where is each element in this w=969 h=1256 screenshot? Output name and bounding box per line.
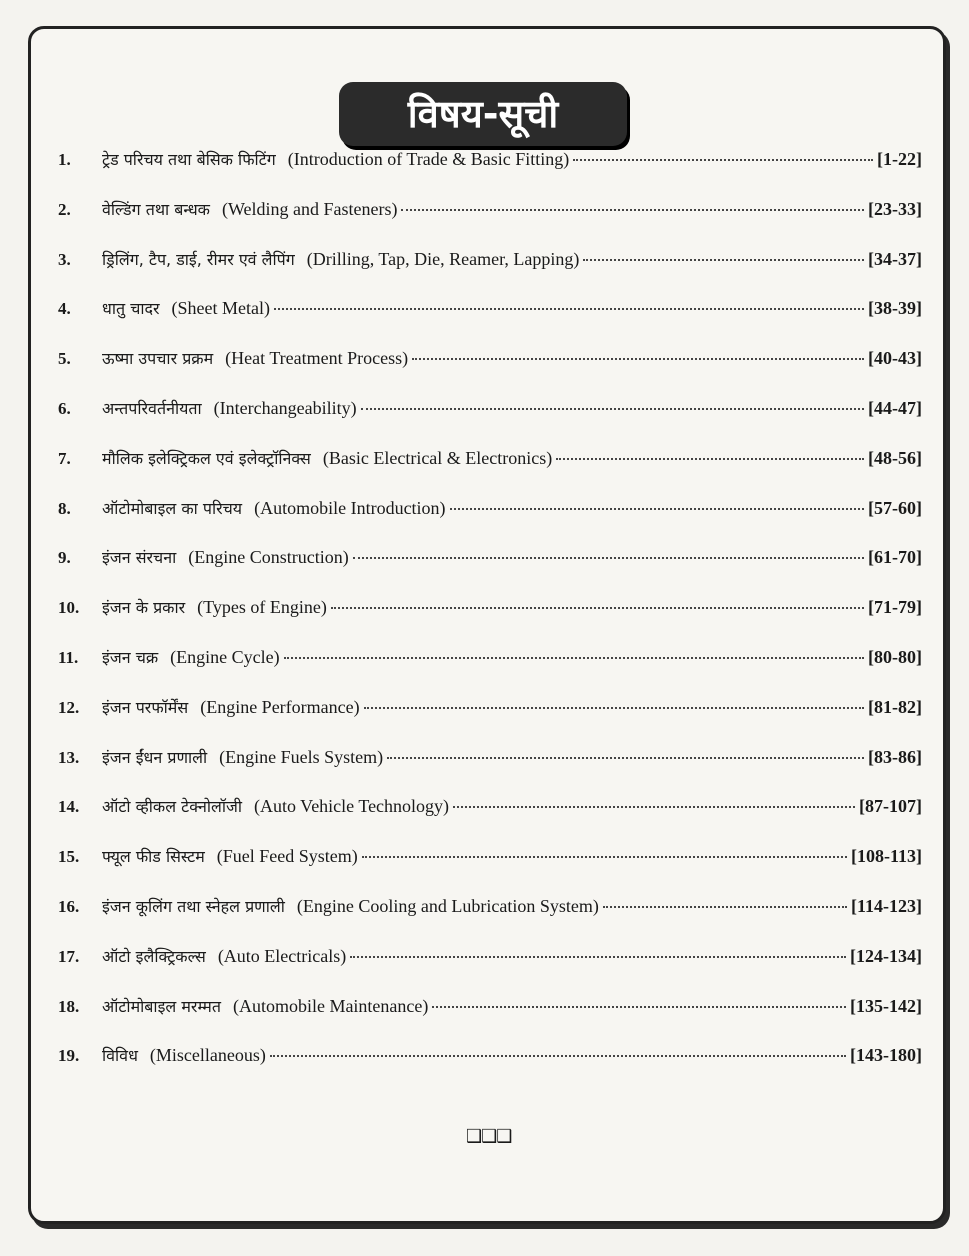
entry-page-range: [87-107] [859, 796, 922, 817]
entry-page-range: [81-82] [868, 696, 922, 717]
toc-entry [58, 995, 922, 1045]
entry-title-english: (Engine Construction) [188, 547, 349, 568]
entry-number: 17. [58, 946, 80, 966]
entry-title-hindi: विविध [102, 1046, 138, 1066]
toc-entry [58, 945, 922, 995]
entry-title-english: (Welding and Fasteners) [221, 198, 398, 219]
entry-page-range: [83-86] [868, 746, 922, 767]
entry-number: 13. [58, 747, 80, 767]
entry-title-english: (Auto Electricals) [217, 945, 347, 966]
entry-title-english: (Automobile Maintenance) [232, 995, 429, 1016]
toc-entry [58, 795, 922, 845]
toc-entry [58, 397, 922, 447]
toc-entry [58, 198, 922, 248]
dot-leader [362, 856, 847, 858]
entry-title-english: (Introduction of Trade & Basic Fitting) [287, 149, 570, 169]
entry-title-hindi: इंजन परफॉर्मेंस [102, 697, 189, 717]
entry-number: 6. [58, 398, 71, 418]
dot-leader [284, 657, 864, 659]
entry-title-hindi: इंजन चक्र [102, 647, 159, 667]
entry-title-hindi: ऊष्मा उपचार प्रक्रम [102, 349, 214, 369]
toc-entry [58, 248, 922, 298]
entry-title-english: (Engine Fuels System) [219, 746, 384, 767]
entry-number: 3. [58, 249, 71, 269]
end-mark: ❑❑❑ [466, 1126, 512, 1147]
dot-leader [350, 956, 846, 958]
dot-leader [453, 806, 855, 808]
dot-leader [387, 757, 864, 759]
entry-title-english: (Engine Cycle) [170, 646, 280, 667]
entry-number: 19. [58, 1046, 80, 1066]
entry-title-hindi: ट्रेड परिचय तथा बेसिक फिटिंग [102, 150, 276, 169]
entry-number: 5. [58, 349, 71, 369]
toc-entry [58, 845, 922, 895]
entry-number: 18. [58, 996, 80, 1016]
entry-title-hindi: वेल्डिंग तथा बन्धक [102, 199, 210, 219]
dot-leader [603, 906, 847, 908]
entry-title-hindi: धातु चादर [102, 299, 160, 319]
toc-entry [58, 546, 922, 596]
dot-leader [556, 458, 864, 460]
entry-title-hindi: मौलिक इलेक्ट्रिकल एवं इलेक्ट्रॉनिक्स [102, 448, 311, 468]
entry-number: 11. [58, 647, 79, 667]
dot-leader [270, 1055, 846, 1057]
entry-number: 2. [58, 199, 71, 219]
entry-page-range: [114-123] [851, 895, 922, 916]
entry-number: 8. [58, 498, 71, 518]
dot-leader [583, 259, 864, 261]
dot-leader [432, 1006, 846, 1008]
entry-page-range: [38-39] [868, 298, 922, 319]
dot-leader [401, 209, 864, 211]
toc-entry [58, 696, 922, 746]
entry-number: 15. [58, 847, 80, 867]
entry-page-range: [48-56] [868, 447, 922, 468]
entry-number: 16. [58, 896, 80, 916]
entry-title-hindi: इंजन संरचना [102, 548, 177, 568]
entry-title-english: (Heat Treatment Process) [225, 348, 409, 369]
entry-title-hindi: ऑटोमोबाइल मरम्मत [102, 996, 221, 1016]
dot-leader [331, 607, 864, 609]
entry-page-range: [23-33] [868, 198, 922, 219]
entry-title-english: (Fuel Feed System) [216, 846, 358, 867]
entry-page-range: [135-142] [850, 995, 922, 1016]
toc-entry [58, 447, 922, 497]
entry-title-english: (Drilling, Tap, Die, Reamer, Lapping) [306, 248, 580, 269]
entry-title-english: (Basic Electrical & Electronics) [322, 447, 553, 468]
dot-leader [274, 308, 864, 310]
toc-entry [58, 746, 922, 796]
entry-page-range: [108-113] [851, 846, 922, 867]
entry-title-english: (Engine Cooling and Lubrication System) [296, 895, 599, 916]
dot-leader [412, 358, 864, 360]
entry-number: 10. [58, 598, 80, 618]
dot-leader [450, 508, 864, 510]
entry-title-english: (Engine Performance) [200, 696, 360, 717]
entry-page-range: [143-180] [850, 1045, 922, 1066]
dot-leader [361, 408, 864, 410]
entry-page-range: [71-79] [868, 597, 922, 618]
entry-page-range: [44-47] [868, 397, 922, 418]
entry-page-range: [124-134] [850, 945, 922, 966]
entry-page-range: [34-37] [868, 248, 922, 269]
entry-page-range: [80-80] [868, 646, 922, 667]
dot-leader [573, 159, 873, 161]
dot-leader [364, 707, 864, 709]
entry-title-hindi: फ्यूल फीड सिस्टम [102, 847, 205, 867]
entry-page-range: [1-22] [877, 149, 922, 169]
toc-entry [58, 1044, 922, 1094]
entry-title-english: (Types of Engine) [197, 597, 327, 618]
entry-number: 7. [58, 448, 71, 468]
entry-page-range: [57-60] [868, 497, 922, 518]
entry-title-hindi: ऑटो व्हीकल टेक्नोलॉजी [102, 797, 243, 817]
entry-page-range: [40-43] [868, 348, 922, 369]
entry-title-hindi: इंजन कूलिंग तथा स्नेहल प्रणाली [102, 896, 285, 916]
toc-entry [58, 596, 922, 646]
toc-entry [58, 297, 922, 347]
entry-title-hindi: इंजन ईंधन प्रणाली [102, 747, 208, 767]
entry-number: 9. [58, 548, 71, 568]
entry-title-hindi: ऑटोमोबाइल का परिचय [102, 498, 243, 518]
page-title: विषय-सूची [339, 82, 627, 146]
table-of-contents [58, 148, 922, 1094]
toc-entry [58, 497, 922, 547]
entry-number: 12. [58, 697, 80, 717]
entry-title-english: (Sheet Metal) [171, 298, 271, 319]
entry-number: 14. [58, 797, 80, 817]
toc-entry [58, 895, 922, 945]
entry-title-english: (Automobile Introduction) [254, 497, 446, 518]
entry-title-english: (Miscellaneous) [149, 1045, 266, 1066]
entry-title-hindi: ऑटो इलैक्ट्रिकल्स [102, 946, 206, 966]
toc-entry [58, 148, 922, 198]
toc-entry [58, 347, 922, 397]
entry-title-hindi: अन्तपरिवर्तनीयता [102, 398, 202, 418]
entry-number: 1. [58, 150, 71, 169]
dot-leader [353, 557, 864, 559]
toc-entry [58, 646, 922, 696]
entry-title-hindi: इंजन के प्रकार [102, 598, 186, 618]
entry-page-range: [61-70] [868, 547, 922, 568]
entry-title-english: (Interchangeability) [213, 397, 357, 418]
entry-title-english: (Auto Vehicle Technology) [254, 796, 450, 817]
entry-title-hindi: ड्रिलिंग, टैप, डाई, रीमर एवं लैपिंग [102, 249, 295, 269]
entry-number: 4. [58, 299, 71, 319]
